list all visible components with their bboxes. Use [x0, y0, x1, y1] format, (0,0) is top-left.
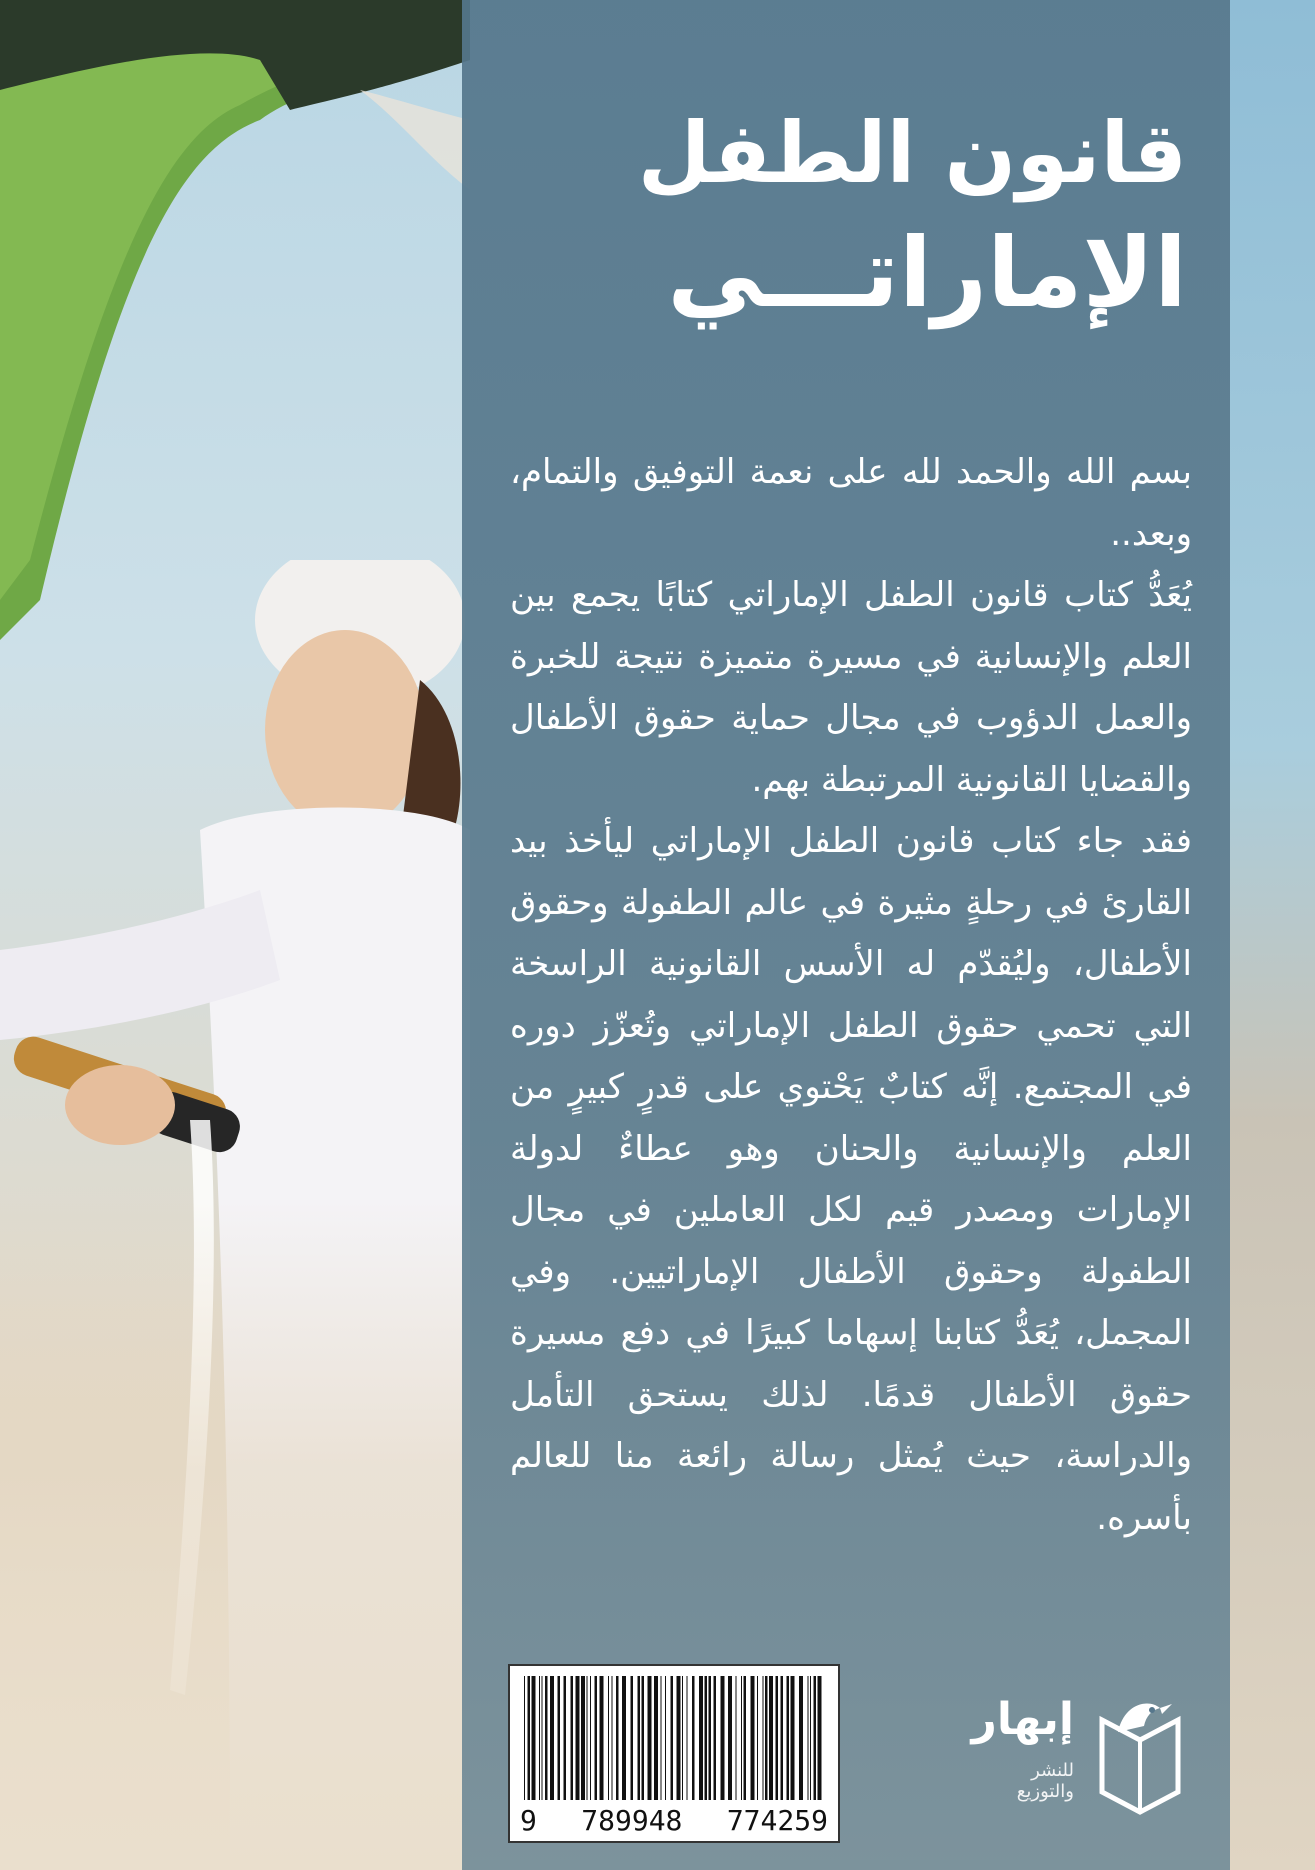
blurb-paragraph-1: بسم الله والحمد لله على نعمة التوفيق والتمام، وبعد.. [510, 452, 1192, 554]
barcode-bar [714, 1676, 717, 1800]
barcode-bar [608, 1676, 609, 1800]
barcode-bar [810, 1676, 811, 1800]
barcode-bar [595, 1676, 598, 1800]
barcode-bar [791, 1676, 795, 1800]
barcode-bar [590, 1676, 591, 1800]
barcode-bars [520, 1676, 828, 1800]
barcode-bar [665, 1676, 666, 1800]
barcode-bar [661, 1676, 662, 1800]
barcode-bar [699, 1676, 703, 1800]
barcode-bar [576, 1676, 580, 1800]
barcode-bar [631, 1676, 634, 1800]
barcode-bar [542, 1676, 543, 1800]
barcode-bar [769, 1676, 773, 1800]
blurb-paragraph-3: فقد جاء كتاب قانون الطفل الإماراتي ليأخذ بيد القارئ في رحلةٍ مثيرة في عالم الطفولة وحقوق الأطفال، وليُقدّم له الأسس القانونية الراسخة التي تحمي حقوق الطفل الإماراتي وتُعزّز دوره في المجتمع. إنَّه كتابٌ يَحْتوي على قدرٍ كبيرٍ من العلم والإنسانية والحنان وهو عطاءٌ لدولة الإمارات ومصدر قيم لكل العاملين في مجال الطفولة وحقوق الأطفال الإماراتيين. وفي المجمل، يُعَدُّ كتابنا إسهاما كبيرًا في دفع مسيرة حقوق الأطفال قدمًا. لذلك يستحق التأمل والدراسة، حيث يُمثل رسالة رائعة منا للعالم بأسره. [510, 821, 1192, 1538]
barcode-bar [776, 1676, 779, 1800]
barcode-bar [648, 1676, 652, 1800]
barcode-bar [692, 1676, 695, 1800]
barcode-bar [550, 1676, 554, 1800]
publisher-name: إبهار [971, 1694, 1074, 1745]
barcode-bar [808, 1676, 809, 1800]
barcode-bar [709, 1676, 712, 1800]
barcode-bar [528, 1676, 531, 1800]
barcode-bar [532, 1676, 536, 1800]
barcode-bar [744, 1676, 747, 1800]
barcode-bar [781, 1676, 784, 1800]
barcode-bar [545, 1676, 548, 1800]
title-line-1: قانون الطفل [637, 104, 1187, 202]
barcode-bar [787, 1676, 790, 1800]
book-title [547, 98, 1187, 338]
barcode-bar [765, 1676, 768, 1800]
barcode-bar [539, 1676, 540, 1800]
barcode-bar [671, 1676, 674, 1800]
title-line-2: الإماراتـــي [667, 217, 1187, 329]
flag-image [0, 0, 470, 640]
publisher-logo [972, 1678, 1192, 1828]
barcode-bar [587, 1676, 588, 1800]
barcode-bar [616, 1676, 619, 1800]
isbn-part-2: 789948 [581, 1804, 683, 1837]
blurb [510, 442, 1192, 1549]
barcode-bar [721, 1676, 725, 1800]
barcode-bar [705, 1676, 708, 1800]
barcode-bar [682, 1676, 683, 1800]
barcode-bar [654, 1676, 658, 1800]
barcode-bar [638, 1676, 641, 1800]
barcode-bar [524, 1676, 525, 1800]
isbn-part-1: 9 [520, 1804, 537, 1837]
barcode-bar [571, 1676, 574, 1800]
barcode-bar [736, 1676, 737, 1800]
barcode-bar [799, 1676, 803, 1800]
barcode-bar [564, 1676, 567, 1800]
barcode-bar [677, 1676, 681, 1800]
isbn-barcode [508, 1664, 840, 1843]
barcode-bar [814, 1676, 817, 1800]
barcode-bar [581, 1676, 585, 1800]
barcode-bar [818, 1676, 822, 1800]
barcode-bar [728, 1676, 732, 1800]
blurb-paragraph-2: يُعَدُّ كتاب قانون الطفل الإماراتي كتابًا يجمع بين العلم والإنسانية في مسيرة متميزة نتيجة للخبرة والعمل الدؤوب في مجال حماية حقوق الأطفال والقضايا القانونية المرتبطة بهم. [510, 575, 1192, 800]
barcode-bar [612, 1676, 613, 1800]
isbn-number [520, 1804, 828, 1837]
sky-strip [1230, 0, 1315, 1870]
barcode-bar [600, 1676, 604, 1800]
barcode-bar [558, 1676, 561, 1800]
sand-dunes [0, 1200, 470, 1870]
barcode-bar [763, 1676, 764, 1800]
bird-book-icon [1088, 1680, 1192, 1820]
isbn-part-3: 774259 [726, 1804, 828, 1837]
publisher-subtitle: للنشر والتوزيع [1016, 1760, 1074, 1802]
barcode-bar [751, 1676, 755, 1800]
barcode-bar [642, 1676, 645, 1800]
barcode-bar [622, 1676, 626, 1800]
barcode-bar [687, 1676, 688, 1800]
barcode-bar [741, 1676, 742, 1800]
barcode-bar [757, 1676, 758, 1800]
